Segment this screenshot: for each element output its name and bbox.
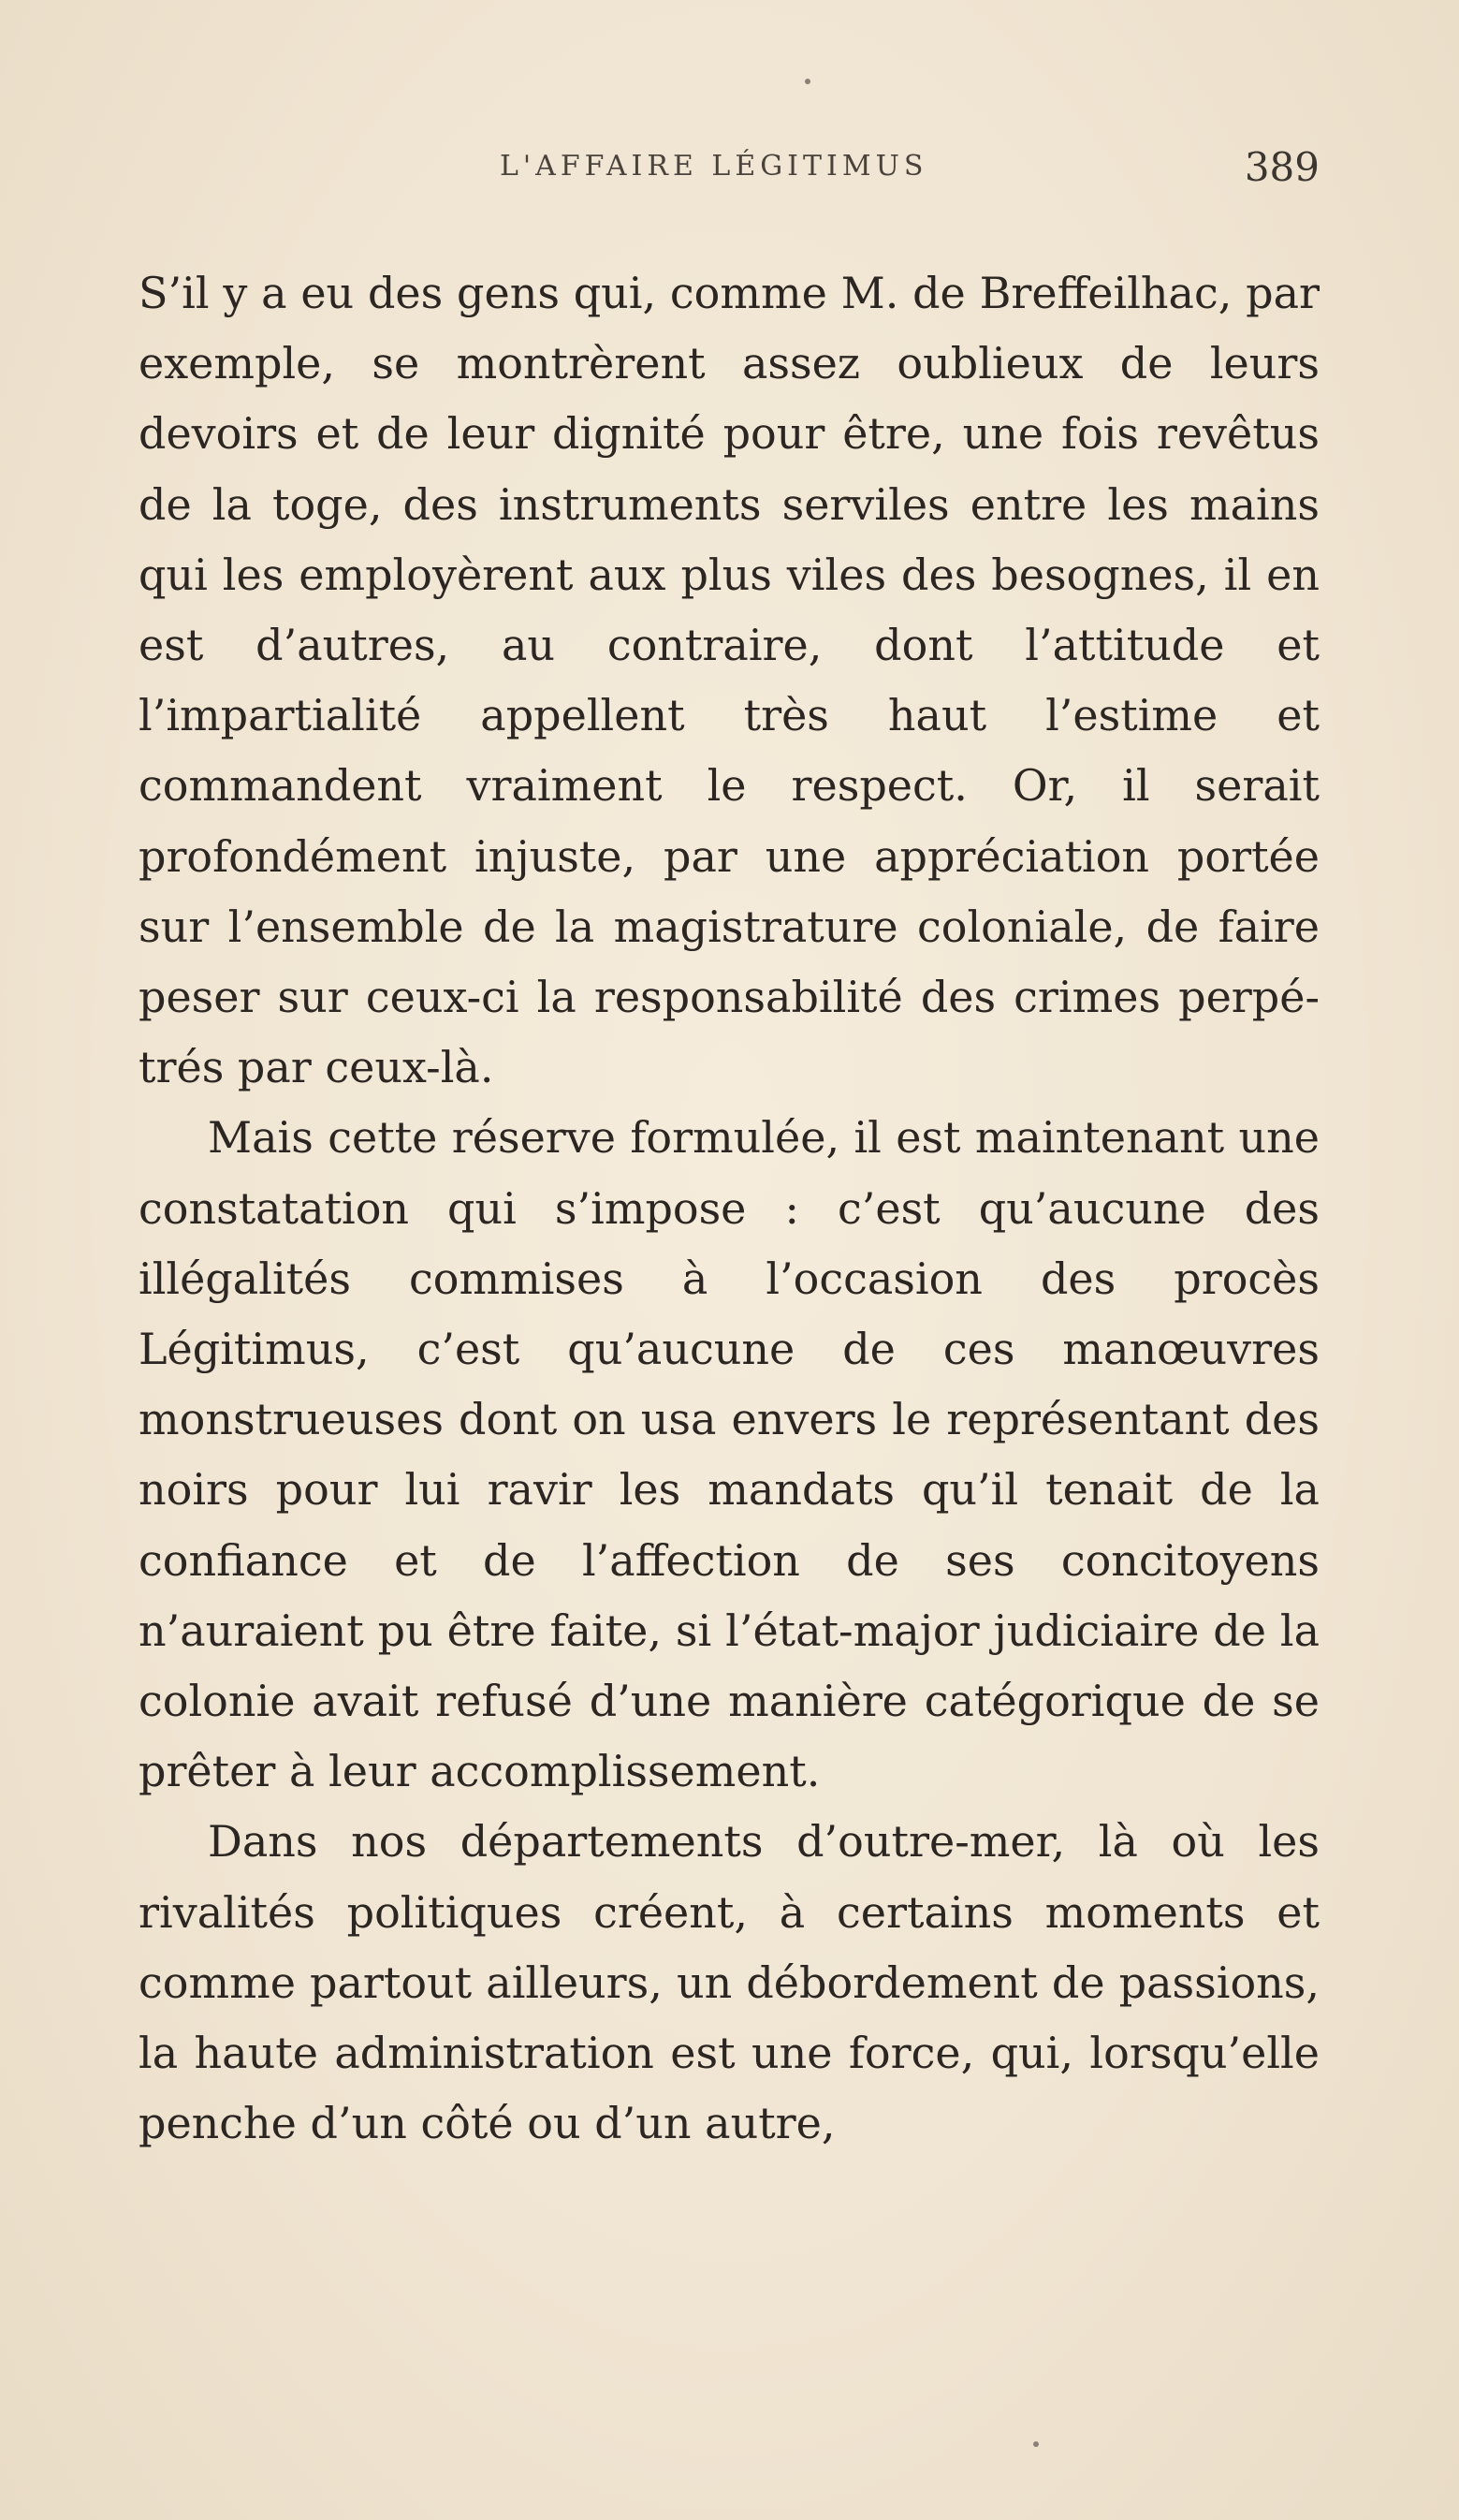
paper-speck bbox=[805, 79, 810, 84]
page-number: 389 bbox=[1244, 144, 1320, 190]
paragraph-3: Dans nos départements d’outre-mer, là où les rivalités politiques créent, à certains moments et comme partout ailleurs, un débordement de passions, la haute administration est une force, qui, lorsqu’elle penche d’un côté ou d’un autre, bbox=[139, 1816, 1320, 2149]
paragraph-2: Mais cette réserve formulée, il est maintenant une constatation qui s’impose : c’est qu’aucune des illégalités commises à l’occasion des procès Légitimus, c’est qu’aucune de ces manœuvres monstrueuses dont on usa envers le représentant des noirs pour lui ravir les mandats qu’il tenait de la confiance et de l’affection de ses concitoyens n’auraient pu être faite, si l’état-major judiciaire de la colonie avait refusé d’une manière catégorique de se prêter à leur accomplissement. bbox=[139, 1112, 1320, 1797]
paper-speck bbox=[1033, 2441, 1039, 2447]
page-header bbox=[139, 144, 1320, 206]
body-text bbox=[139, 258, 1320, 2159]
paragraph-1: S’il y a eu des gens qui, comme M. de Breffeilhac, par exemple, se montrèrent assez oublieux de leurs devoirs et de leur dignité pour être, une fois revêtus de la toge, des instruments serviles entre les mains qui les employèrent aux plus viles des besognes, il en est d’autres, au contraire, dont l’attitude et l’impartialité appellent très haut l’estime et commandent vraiment le respect. Or, il serait profondément injuste, par une appréciation portée sur l’ensemble de la magistrature coloniale, de faire peser sur ceux-ci la responsabilité des crimes perpétrés par ceux-là. bbox=[139, 268, 1320, 1093]
running-title: L'AFFAIRE LÉGITIMUS bbox=[500, 150, 928, 183]
